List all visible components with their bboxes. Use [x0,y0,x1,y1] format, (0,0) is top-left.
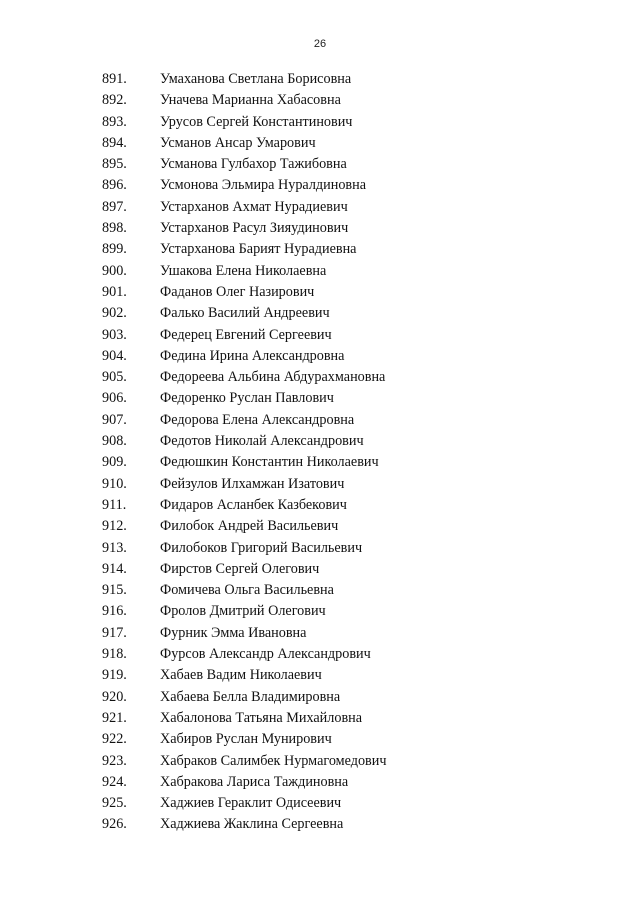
entry-number: 912. [102,518,127,535]
entry-number: 909. [102,454,127,471]
list-item [0,580,640,601]
entry-name: Фидаров Асланбек Казбекович [160,496,347,513]
entry-number: 902. [102,305,127,322]
entry-number: 900. [102,262,127,279]
entry-name: Усмонова Эльмира Нуралдиновна [160,177,367,194]
entry-name: Фомичева Ольга Васильевна [160,582,334,599]
entry-number: 908. [102,433,127,450]
list-item [0,644,640,665]
entry-number: 918. [102,646,127,663]
list-item [0,303,640,324]
entry-name: Уначева Марианна Хабасовна [160,92,341,109]
list-item [0,495,640,516]
list-item [0,197,640,218]
entry-name: Устарханова Барият Нурадиевна [160,241,357,258]
list-item [0,112,640,133]
entry-number: 913. [102,539,127,556]
entry-name: Фурник Эмма Ивановна [160,624,307,641]
list-item [0,346,640,367]
entry-number: 903. [102,326,127,343]
entry-number: 905. [102,369,127,386]
entry-number: 911. [102,496,127,513]
entry-name: Федина Ирина Александровна [160,347,345,364]
entry-number: 919. [102,667,127,684]
entry-name: Филобок Андрей Васильевич [160,518,339,535]
entry-number: 904. [102,347,127,364]
list-item [0,90,640,111]
entry-name: Федоренко Руслан Павлович [160,390,334,407]
list-item [0,175,640,196]
entry-number: 915. [102,582,127,599]
list-item [0,325,640,346]
list-item [0,793,640,814]
list-item [0,516,640,537]
list-item [0,559,640,580]
entry-number: 899. [102,241,127,258]
entry-name: Хабраков Салимбек Нурмагомедович [160,752,387,769]
entry-name: Фурсов Александр Александрович [160,646,371,663]
entry-name: Урусов Сергей Константинович [160,113,353,130]
entry-number: 907. [102,411,127,428]
list-item [0,708,640,729]
entry-name: Федотов Николай Александрович [160,433,364,450]
entry-name: Фирстов Сергей Олегович [160,560,320,577]
entry-name: Хабаев Вадим Николаевич [160,667,322,684]
entry-name: Филобоков Григорий Васильевич [160,539,363,556]
list-item [0,431,640,452]
list-item [0,538,640,559]
entry-name: Усманова Гулбахор Тажибовна [160,156,347,173]
page-number: 26 [313,38,327,50]
entry-name: Хаджиева Жаклина Сергеевна [160,816,344,833]
entry-name: Федерец Евгений Сергеевич [160,326,332,343]
entry-number: 897. [102,198,127,215]
entry-name: Федореева Альбина Абдурахмановна [160,369,386,386]
entry-name: Ушакова Елена Николаевна [160,262,327,279]
list-item [0,261,640,282]
entry-number: 898. [102,220,127,237]
entry-number: 896. [102,177,127,194]
entry-name: Хаджиев Гераклит Одисеевич [160,795,342,812]
entry-number: 916. [102,603,127,620]
list-item [0,239,640,260]
entry-number: 906. [102,390,127,407]
entry-name: Устарханов Расул Зияудинович [160,220,349,237]
entry-name: Хабалонова Татьяна Михайловна [160,709,363,726]
entry-number: 893. [102,113,127,130]
entry-name: Федюшкин Константин Николаевич [160,454,379,471]
entry-name: Хабаева Белла Владимировна [160,688,341,705]
list-item [0,601,640,622]
list-item [0,452,640,473]
entry-name: Фаданов Олег Назирович [160,283,315,300]
name-list [0,69,640,836]
list-item [0,410,640,431]
entry-name: Фалько Василий Андреевич [160,305,330,322]
entry-name: Фролов Дмитрий Олегович [160,603,326,620]
entry-name: Федорова Елена Александровна [160,411,355,428]
entry-number: 922. [102,731,127,748]
entry-number: 892. [102,92,127,109]
entry-number: 917. [102,624,127,641]
list-item [0,687,640,708]
list-item [0,218,640,239]
entry-name: Хабиров Руслан Мунирович [160,731,332,748]
list-item [0,729,640,750]
entry-name: Фейзулов Илхамжан Изатович [160,475,345,492]
list-item [0,282,640,303]
list-item [0,814,640,835]
entry-number: 920. [102,688,127,705]
entry-number: 924. [102,773,127,790]
list-item [0,665,640,686]
list-item [0,623,640,644]
entry-number: 895. [102,156,127,173]
entry-number: 901. [102,283,127,300]
entry-name: Хабракова Лариса Таждиновна [160,773,349,790]
list-item [0,133,640,154]
entry-number: 925. [102,795,127,812]
list-item [0,388,640,409]
entry-number: 926. [102,816,127,833]
entry-number: 910. [102,475,127,492]
list-item [0,69,640,90]
entry-number: 923. [102,752,127,769]
entry-number: 891. [102,71,127,87]
entry-name: Устарханов Ахмат Нурадиевич [160,198,348,215]
entry-number: 921. [102,709,127,726]
entry-name: Усманов Ансар Умарович [160,134,316,151]
entry-number: 894. [102,134,127,151]
entry-name: Умаханова Светлана Борисовна [160,71,352,87]
entry-number: 914. [102,560,127,577]
list-item [0,474,640,495]
list-item [0,772,640,793]
list-item [0,154,640,175]
list-item [0,367,640,388]
list-item [0,751,640,772]
